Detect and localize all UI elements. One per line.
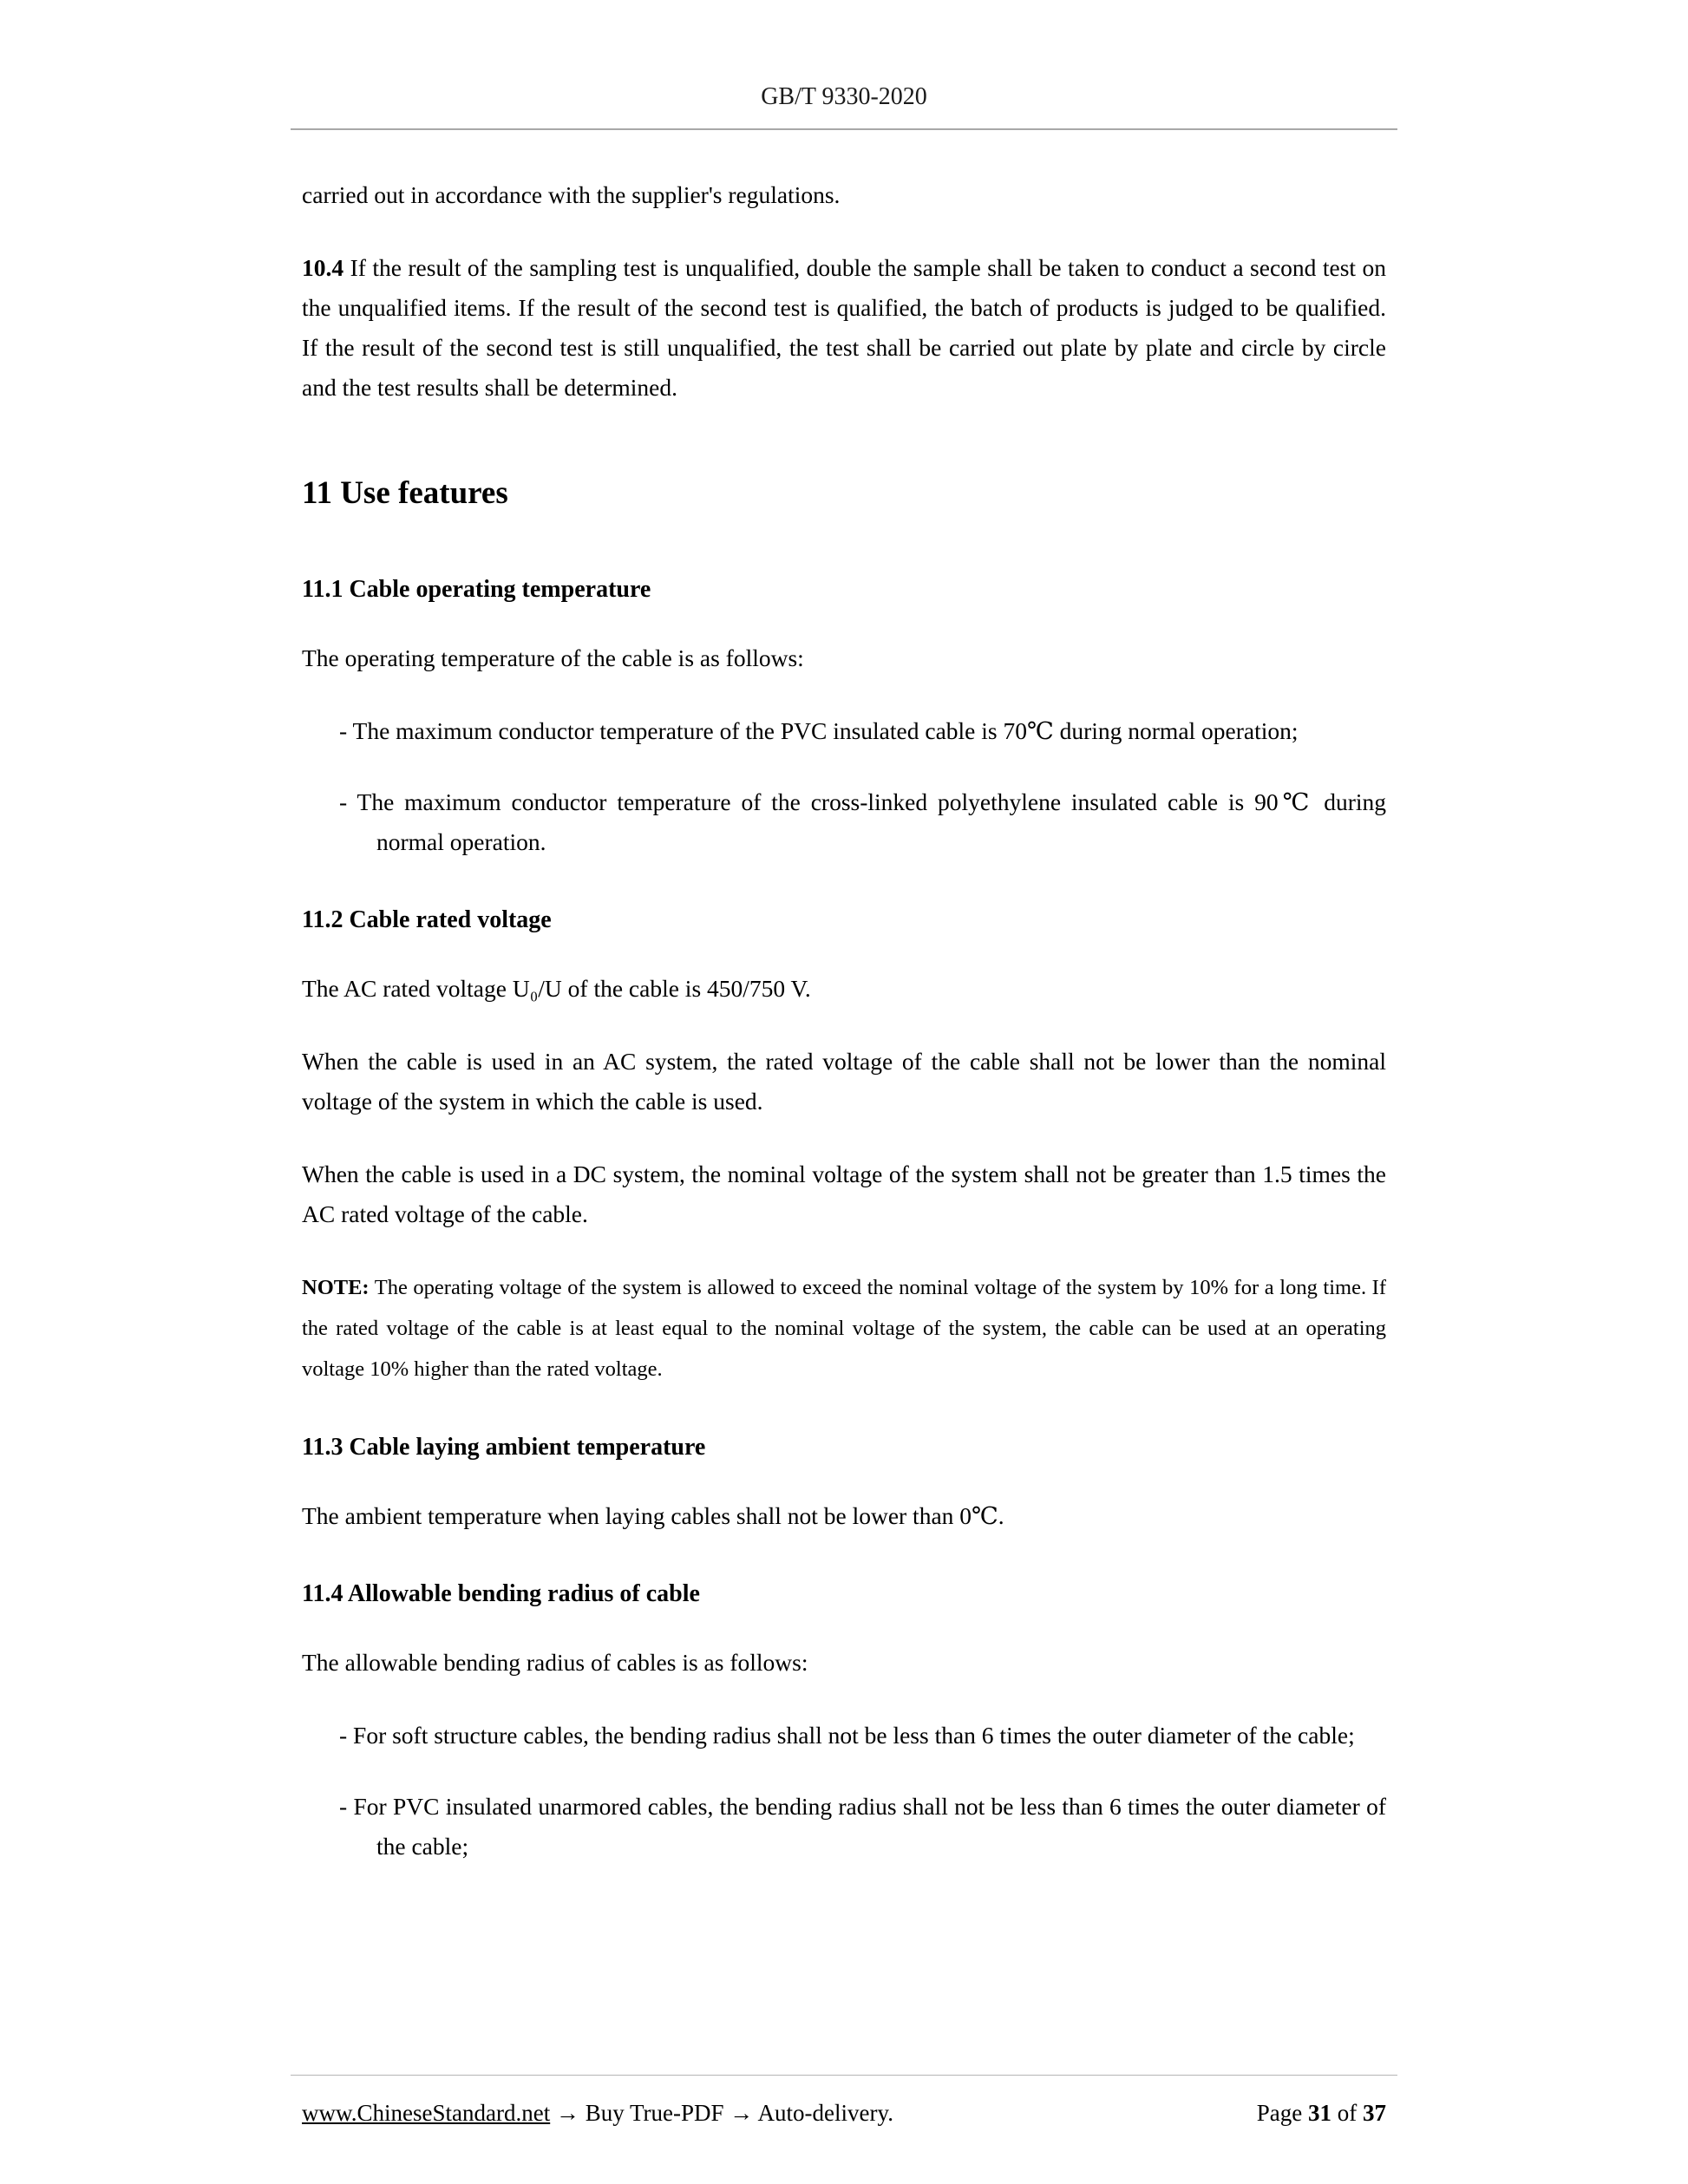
paragraph-11-4-intro: The allowable bending radius of cables is as follows:: [302, 1649, 808, 1676]
document-header: [0, 0, 1688, 114]
doc-number: GB/T 9330-2020: [761, 83, 927, 110]
paragraph-11-1-intro: The operating temperature of the cable is as follows:: [302, 644, 804, 671]
page-current: 31: [1308, 2100, 1331, 2126]
subsection-heading-11-2: 11.2 Cable rated voltage: [302, 906, 552, 933]
bullet-item: - For soft structure cables, the bending radius shall not be less than 6 times the outer diameter of the cable;: [339, 1722, 1355, 1749]
clause-number-10-4: 10.4: [302, 254, 344, 281]
section-heading-11: 11 Use features: [302, 475, 508, 511]
footer-tagline: → Buy True-PDF → Auto-delivery.: [550, 2100, 893, 2126]
bullet-item: - The maximum conductor temperature of the cross-linked polyethylene insulated cable is 90℃ during normal operation.: [339, 788, 1386, 855]
footer-source: [291, 2100, 893, 2127]
note-text: The operating voltage of the system is allowed to exceed the nominal voltage of the system by 10% for a long time. If the rated voltage of the cable is at least equal to the nominal voltage of the system, the cable can be used at an operating voltage 10% higher than the rated voltage.: [302, 1276, 1386, 1381]
note-paragraph: [302, 1267, 1386, 1390]
document-footer: [291, 2075, 1397, 2127]
paragraph-10-4: [302, 248, 1386, 408]
subsection-heading-11-1: 11.1 Cable operating temperature: [302, 576, 651, 603]
clause-text-10-4: If the result of the sampling test is unqualified, double the sample shall be taken to conduct a second test on the unqualified items. If the result of the second test is qualified, the batch of products is judged to be qualified. If the result of the second test is still unqualified, the test shall be carried out plate by plate and circle by circle and the test results shall be determined.: [302, 254, 1386, 401]
bullet-item: - For PVC insulated unarmored cables, the bending radius shall not be less than 6 times the outer diameter of the cable;: [339, 1793, 1386, 1860]
page-total: 37: [1363, 2100, 1386, 2126]
subsection-heading-11-4: 11.4 Allowable bending radius of cable: [302, 1580, 700, 1607]
subsection-heading-11-3: 11.3 Cable laying ambient temperature: [302, 1434, 706, 1461]
document-body: [0, 130, 1688, 1867]
bullet-item: - The maximum conductor temperature of the PVC insulated cable is 70℃ during normal operation;: [339, 717, 1299, 744]
paragraph-11-3-1: The ambient temperature when laying cables shall not be lower than 0℃.: [302, 1502, 1004, 1529]
note-label: NOTE:: [302, 1276, 370, 1299]
paragraph-11-2-1: The AC rated voltage U₀/U of the cable is 450/750 V.: [302, 975, 811, 1002]
of-word: of: [1331, 2100, 1363, 2126]
paragraph-11-2-2: When the cable is used in an AC system, the rated voltage of the cable shall not be lower than the nominal voltage of the system in which the cable is used.: [302, 1048, 1386, 1115]
page-word: Page: [1256, 2100, 1308, 2126]
footer-website-link[interactable]: www.ChineseStandard.net: [302, 2100, 551, 2126]
paragraph-carryover: carried out in accordance with the supplier's regulations.: [302, 181, 841, 208]
paragraph-11-2-3: When the cable is used in a DC system, the nominal voltage of the system shall not be greater than 1.5 times the AC rated voltage of the cable.: [302, 1161, 1386, 1227]
footer-pagination: [1257, 2100, 1397, 2127]
